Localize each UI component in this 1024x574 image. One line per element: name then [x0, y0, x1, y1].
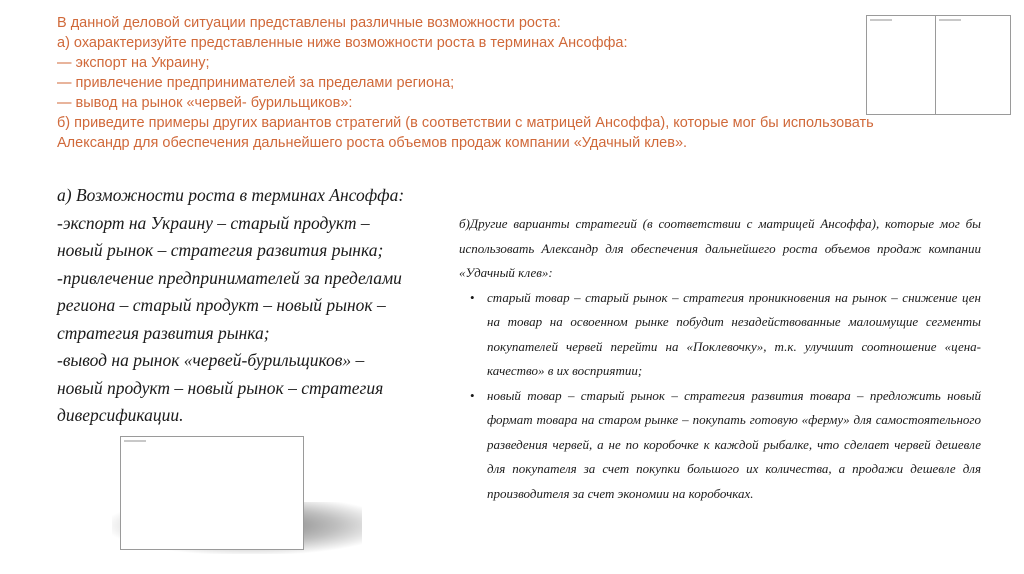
header-line: — экспорт на Украину; — [57, 55, 210, 71]
placeholder-caption — [939, 19, 961, 21]
header-line: В данной деловой ситуации представлены различные возможности роста: — [57, 15, 561, 31]
answer-a-line: -экспорт на Украину – старый продукт – — [57, 212, 370, 233]
answer-b — [459, 212, 981, 506]
placeholder-caption — [870, 19, 892, 21]
header-line: а) охарактеризуйте представленные ниже возможности роста в терминах Ансоффа: — [57, 35, 628, 51]
answer-a-line: новый рынок – стратегия развития рынка; — [57, 240, 384, 260]
list-item — [459, 286, 981, 384]
answer-a-line: диверсификации. — [57, 405, 184, 425]
answer-a-line: новый продукт – новый рынок – стратегия — [57, 377, 384, 398]
answer-a — [57, 182, 417, 430]
answer-b-intro: б)Другие варианты стратегий (в соответствии с матрицей Ансоффа), которые мог бы использовать Александр для обеспечения дальнейшего роста объемов продаж компании «Удачный клев»: — [459, 216, 981, 280]
list-item — [459, 384, 981, 507]
answer-a-line: стратегия развития рынка; — [57, 322, 270, 343]
header-line: — вывод на рынок «червей- бурильщиков»: — [57, 95, 353, 111]
answer-a-line: -привлечение предпринимателей за пределами — [57, 267, 402, 288]
matrix-divider — [935, 16, 936, 114]
header-line: б) приведите примеры других вариантов стратегий (в соответствии с матрицей Ансоффа), которые мог бы использовать — [57, 115, 874, 131]
list-item-text: новый товар – старый рынок – стратегия развития товара – предложить новый формат товара на старом рынке – покупать готовую «ферму» для самостоятельного разведения червей, а не по коробочке к каждой рыбалке, что сделает червей дешевле для покупателя за счет покупки большого их количества, а продажи дешевле для производителя за счет экономии на коробочках. — [487, 387, 981, 501]
strategy-list — [459, 286, 981, 507]
answer-a-line: региона – старый продукт – новый рынок – — [57, 295, 386, 315]
image-placeholder — [120, 436, 304, 550]
header-line: Александр для обеспечения дальнейшего роста объемов продаж компании «Удачный клев». — [57, 135, 688, 151]
placeholder-caption — [124, 440, 146, 442]
answer-a-line: -вывод на рынок «червей-бурильщиков» – — [57, 350, 365, 370]
task-header — [57, 13, 877, 153]
list-item-text: старый товар – старый рынок – стратегия проникновения на рынок – снижение цен на товар на освоенном рынке побудит незадействованные малоимущие сегменты покупателей червей перейти на «Поклевочку», т.к. улучшит соотношение «цена-качество» в их восприятии; — [487, 289, 981, 378]
bullet-icon: • — [470, 289, 475, 305]
header-line: — привлечение предпринимателей за пределами региона; — [57, 75, 455, 91]
bullet-icon: • — [470, 387, 475, 403]
answer-a-line: а) Возможности роста в терминах Ансоффа: — [57, 185, 405, 205]
matrix-placeholder — [866, 15, 1011, 115]
